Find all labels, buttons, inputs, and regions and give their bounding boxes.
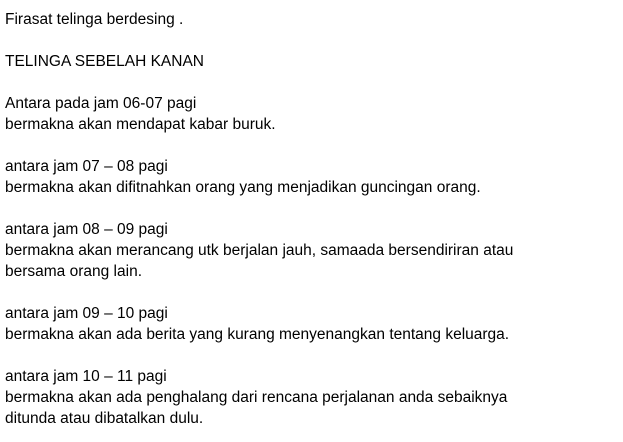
entry-10-11 <box>5 366 617 429</box>
entry-meaning-continued: bersama orang lain. <box>5 263 142 280</box>
entry-meaning: bermakna akan ada berita yang kurang menyenangkan tentang keluarga. <box>5 326 510 343</box>
entry-time: Antara pada jam 06-07 pagi <box>5 95 197 112</box>
section-heading: TELINGA SEBELAH KANAN <box>5 53 204 70</box>
entry-09-10 <box>5 303 617 345</box>
section <box>5 51 617 72</box>
entry-meaning: bermakna akan difitnahkan orang yang menjadikan guncingan orang. <box>5 179 481 196</box>
entry-time: antara jam 07 – 08 pagi <box>5 158 168 175</box>
entry-meaning: bermakna akan mendapat kabar buruk. <box>5 116 276 133</box>
entry-08-09 <box>5 219 617 282</box>
entry-time: antara jam 10 – 11 pagi <box>5 368 167 385</box>
entry-07-08 <box>5 156 617 198</box>
entry-meaning: bermakna akan merancang utk berjalan jauh, samaada bersendiriran atau <box>5 242 514 259</box>
entry-time: antara jam 09 – 10 pagi <box>5 305 168 322</box>
document-body <box>5 9 617 429</box>
entry-meaning: bermakna akan ada penghalang dari rencana perjalanan anda sebaiknya <box>5 389 508 406</box>
entry-time: antara jam 08 – 09 pagi <box>5 221 168 238</box>
entry-06-07 <box>5 93 617 135</box>
entry-meaning-continued: ditunda atau dibatalkan dulu. <box>5 410 204 427</box>
document-title: Firasat telinga berdesing . <box>5 11 184 28</box>
